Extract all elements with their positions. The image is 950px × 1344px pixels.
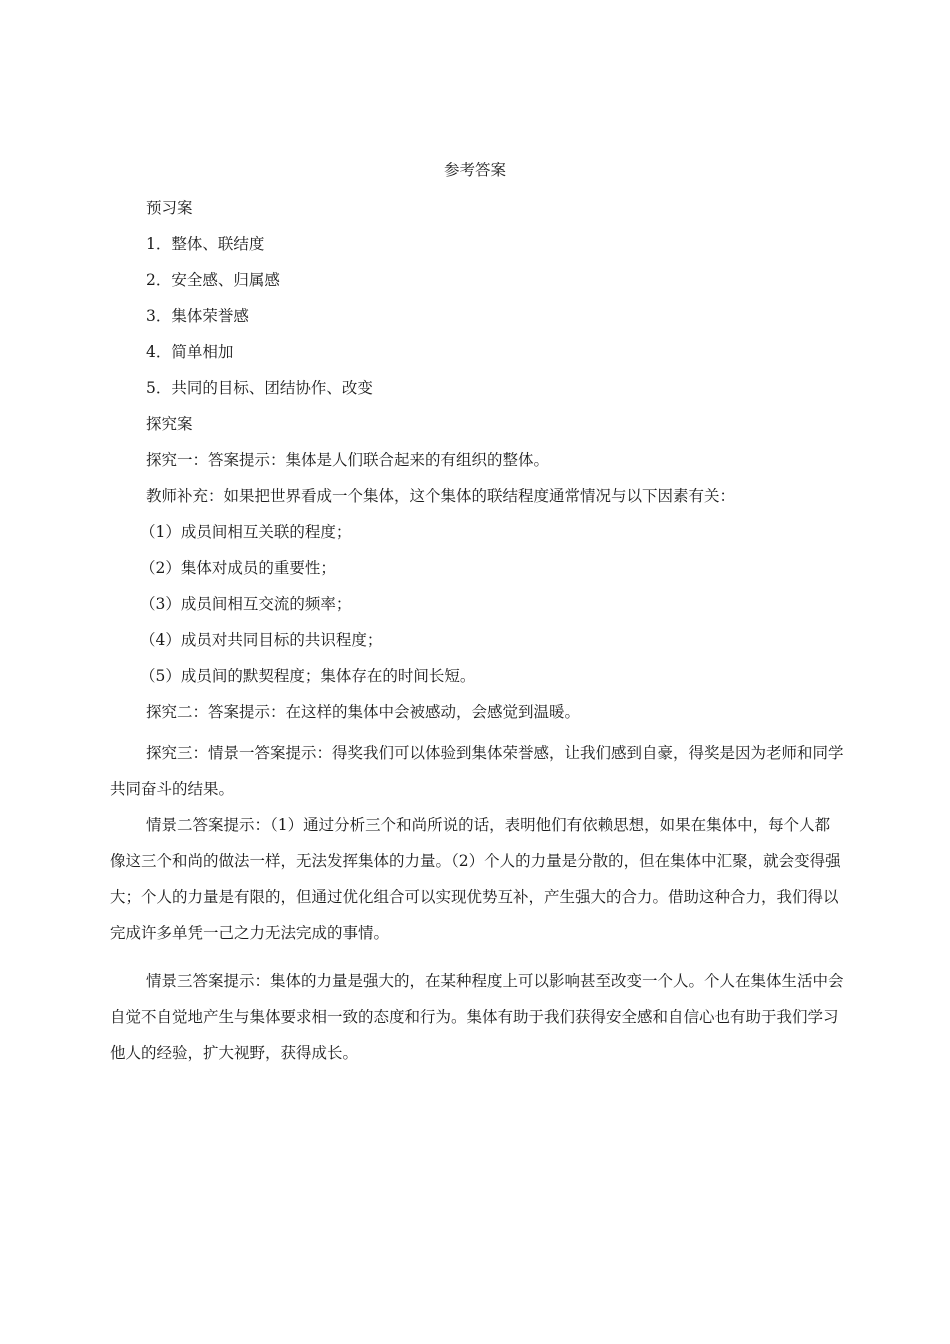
explore-three: 探究三：情景一答案提示：得奖我们可以体验到集体荣誉感，让我们感到自豪，得奖是因为老师和同学共同奋斗的结果。 xyxy=(110,744,844,798)
preview-item-4: 4．简单相加 xyxy=(146,343,234,361)
scenario-three: 情景三答案提示：集体的力量是强大的，在某种程度上可以影响甚至改变一个人。个人在集体生活中会自觉不自觉地产生与集体要求相一致的态度和行为。集体有助于我们获得安全感和自信心也有助于我们学习他人的经验，扩大视野，获得成长。 xyxy=(110,972,844,1062)
explore-heading: 探究案 xyxy=(146,415,193,433)
preview-item-5: 5．共同的目标、团结协作、改变 xyxy=(146,379,373,397)
factor-1: （1）成员间相互关联的程度； xyxy=(140,523,352,541)
preview-item-3: 3．集体荣誉感 xyxy=(146,307,249,325)
factor-5: （5）成员间的默契程度；集体存在的时间长短。 xyxy=(140,667,476,685)
explore-two: 探究二：答案提示：在这样的集体中会被感动，会感觉到温暖。 xyxy=(146,703,581,721)
preview-item-1: 1．整体、联结度 xyxy=(146,235,265,253)
scenario-two: 情景二答案提示：（1）通过分析三个和尚所说的话，表明他们有依赖思想，如果在集体中，每个人都像这三个和尚的做法一样，无法发挥集体的力量。（2）个人的力量是分散的，但在集体中汇聚，就会变得强大；个人的力量是有限的，但通过优化组合可以实现优势互补，产生强大的合力。借助这种合力，我们得以完成许多单凭一己之力无法完成的事情。 xyxy=(110,816,841,942)
factor-4: （4）成员对共同目标的共识程度； xyxy=(140,631,383,649)
teacher-note: 教师补充：如果把世界看成一个集体，这个集体的联结程度通常情况与以下因素有关： xyxy=(146,487,736,505)
preview-item-2: 2．安全感、归属感 xyxy=(146,271,280,289)
factor-2: （2）集体对成员的重要性； xyxy=(140,559,336,577)
explore-one: 探究一：答案提示：集体是人们联合起来的有组织的整体。 xyxy=(146,451,550,469)
page-title: 参考答案 xyxy=(443,161,506,179)
preview-heading: 预习案 xyxy=(146,199,193,217)
factor-3: （3）成员间相互交流的频率； xyxy=(140,595,352,613)
